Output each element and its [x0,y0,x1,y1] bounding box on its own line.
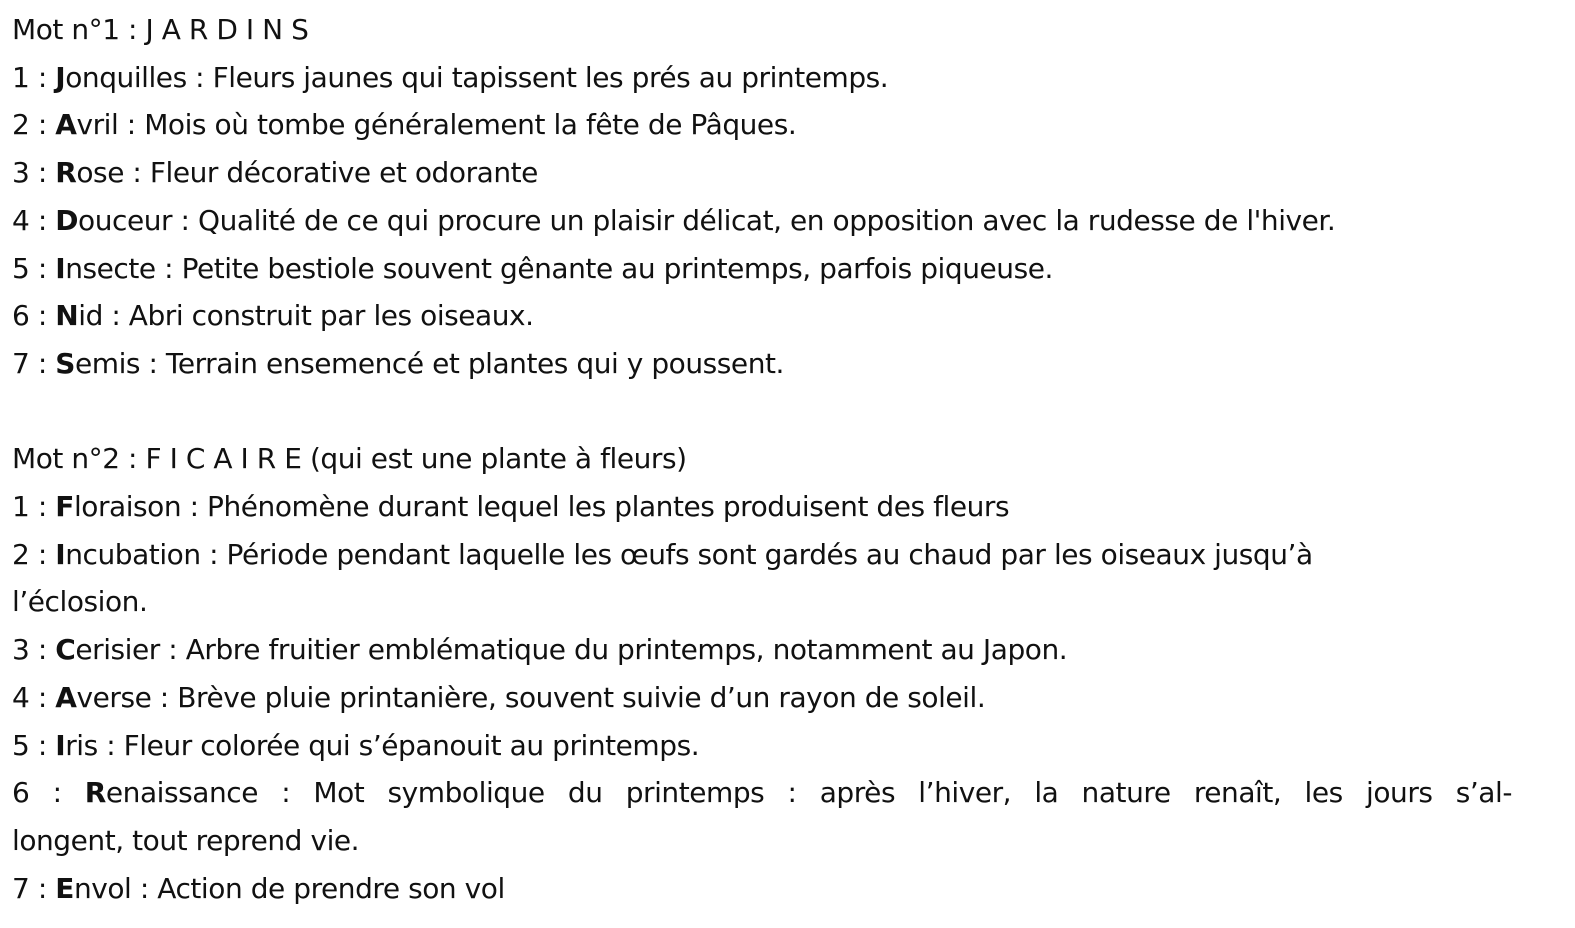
entry-text: nsecte : Petite bestiole souvent gênante au printemps, parfois piqueuse. [65,251,1053,285]
entry-initial: D [55,203,79,237]
entry-number: 1 : [12,60,56,94]
entry-initial: J [55,60,66,94]
entry-initial: A [55,108,77,142]
entry-number: 1 : [12,490,56,524]
entry-continuation: l’éclosion. [12,585,148,619]
entry-text: erisier : Arbre fruitier emblématique du printemps, notamment au Japon. [75,633,1068,667]
word-section-1 [12,6,1563,388]
entry-text: vril : Mois où tombe généralement la fête de Pâques. [76,108,797,142]
entry-text: ncubation : Période pendant laquelle les œufs sont gardés au chaud par les oiseaux jusqu’à [65,537,1313,571]
entry [12,340,1563,388]
word-section-2 [12,435,1563,912]
entry-number: 6 : [12,776,85,810]
entry-number: 3 : [12,633,56,667]
entry-text: onquilles : Fleurs jaunes qui tapissent les prés au printemps. [65,60,889,94]
entry-initial: S [55,346,75,380]
entry [12,674,1563,722]
entry-number: 3 : [12,156,56,190]
entry-number: 7 : [12,871,56,905]
entry-number: 5 : [12,728,56,762]
entry-text: verse : Brève pluie printanière, souvent suivie d’un rayon de soleil. [76,680,986,714]
entry-initial: R [55,156,77,190]
entry-initial: I [55,251,66,285]
entry-initial: C [55,633,76,667]
entry-number: 4 : [12,203,56,237]
section-title: Mot n°2 : F I C A I R E (qui est une plante à fleurs) [12,442,687,476]
entry-initial: I [55,728,66,762]
entry [12,483,1563,531]
entry-text: id : Abri construit par les oiseaux. [78,299,534,333]
entry-number: 7 : [12,346,56,380]
entry [12,722,1563,770]
entry-initial: E [55,871,74,905]
entry [12,769,1512,817]
entry [12,54,1563,102]
entry [12,865,1563,913]
entry-initial: R [84,776,106,810]
entry [12,245,1563,293]
entry-number: 2 : [12,108,56,142]
section-spacer [12,388,1563,436]
entry [12,531,1563,579]
entry [12,626,1563,674]
entry [12,197,1563,245]
entry-text: ose : Fleur décorative et odorante [76,156,538,190]
section-title: Mot n°1 : J A R D I N S [12,13,309,46]
entry-number: 4 : [12,680,56,714]
entry [12,101,1563,149]
entry-number: 5 : [12,251,56,285]
entry-initial: I [55,537,66,571]
entry-initial: A [55,680,77,714]
entry-text: loraison : Phénomène durant lequel les plantes produisent des fleurs [73,490,1010,524]
entry-initial: F [55,490,74,524]
entry-initial: N [55,299,79,333]
entry [12,292,1563,340]
entry [12,149,1563,197]
entry-text: ris : Fleur colorée qui s’épanouit au printemps. [65,728,700,762]
entry-text: emis : Terrain ensemencé et plantes qui y poussent. [74,346,784,380]
entry-text: enaissance : Mot symbolique du printemps : après l’hiver, la nature renaît, les jours s’al- [105,776,1512,810]
entry-continuation: longent, tout reprend vie. [12,823,360,857]
entry-text: ouceur : Qualité de ce qui procure un plaisir délicat, en opposition avec la rudesse de l'hiver. [78,203,1336,237]
entry-number: 2 : [12,537,56,571]
entry-number: 6 : [12,299,56,333]
entry-text: nvol : Action de prendre son vol [73,871,505,905]
